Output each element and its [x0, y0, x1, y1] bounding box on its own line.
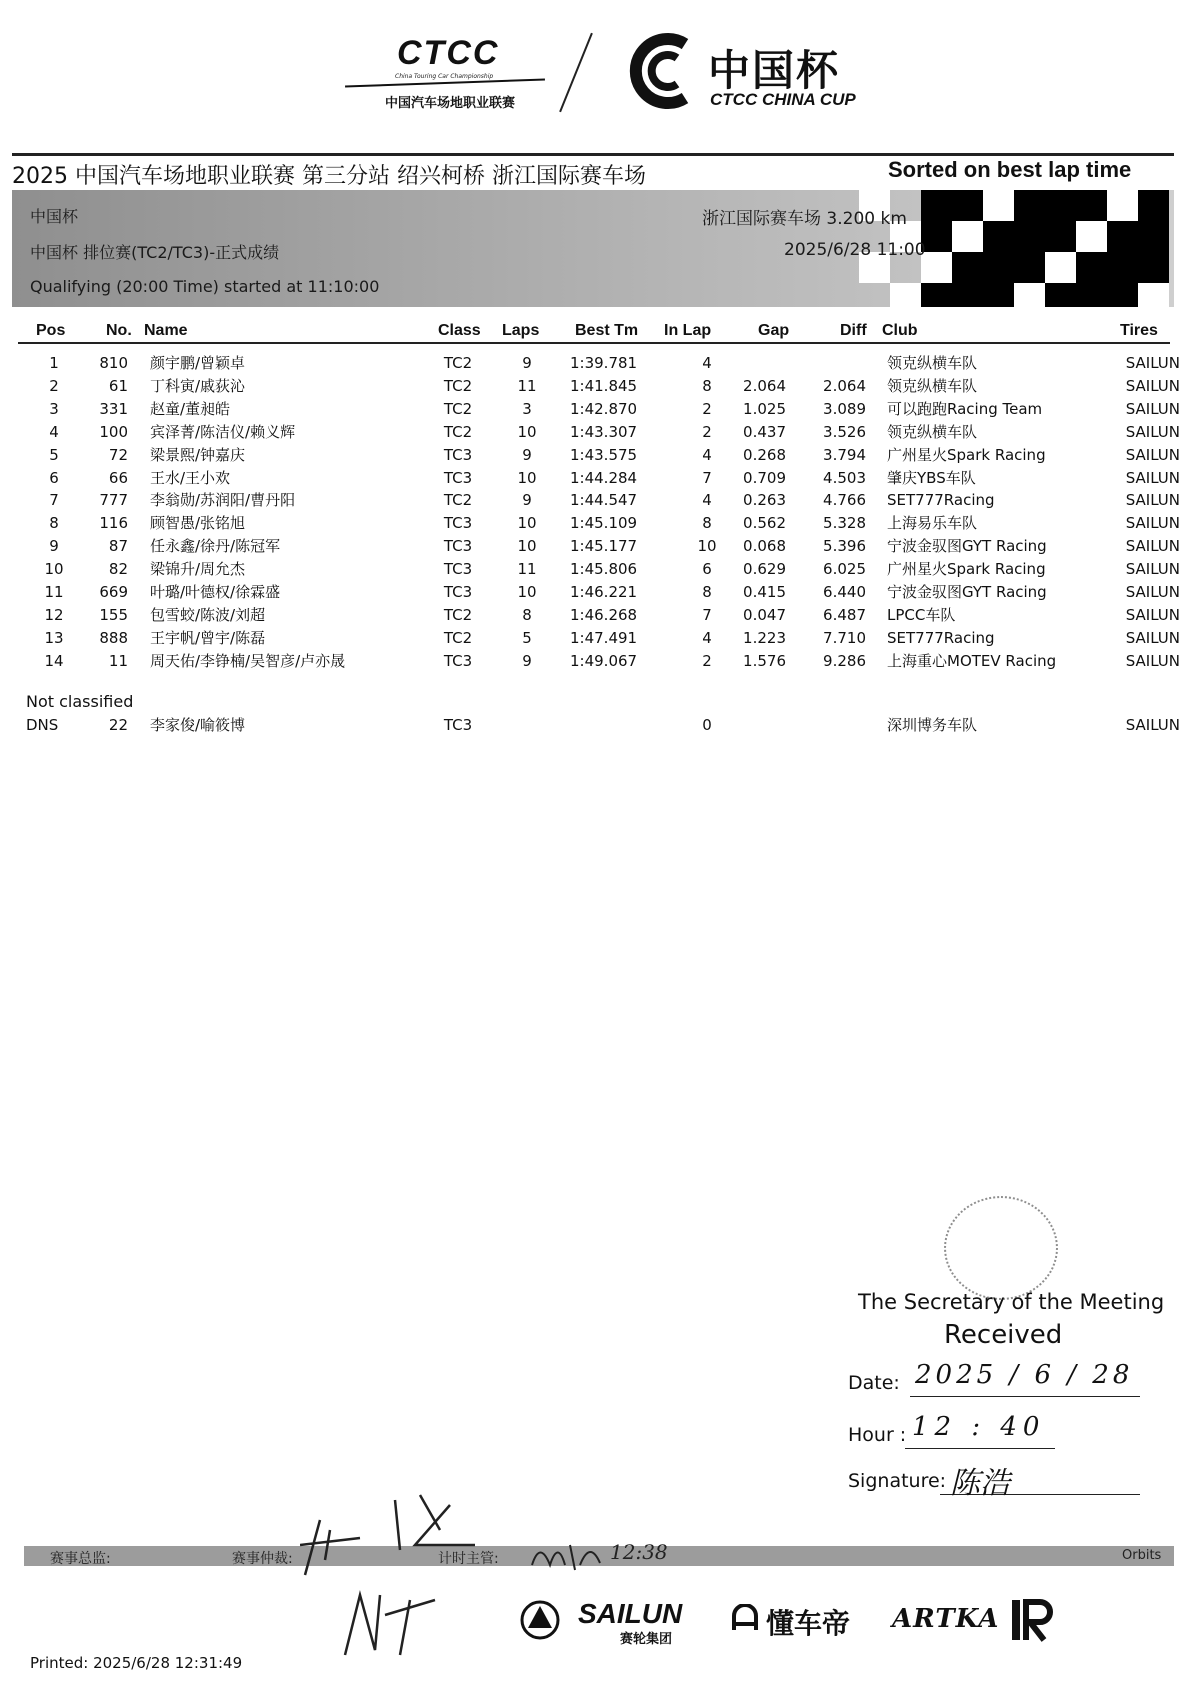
cell-club: 领克纵横车队 [887, 354, 978, 372]
cell-tires: SAILUN [1125, 399, 1180, 418]
cell-best: 1:45.109 [570, 514, 638, 533]
cell-pos: 7 [49, 491, 59, 510]
date-underline [910, 1396, 1140, 1397]
cell-class: TC2 [443, 605, 473, 624]
checker-square [1107, 190, 1138, 221]
cell-diff: 4.503 [823, 468, 866, 487]
cell-laps: 9 [522, 491, 532, 510]
table-row [0, 398, 1190, 420]
cell-diff: 7.710 [823, 628, 866, 647]
timekeeper-signature-scrawl [530, 1535, 690, 1575]
series-name: 中国杯 [30, 207, 79, 226]
cell-diff: 6.025 [823, 560, 866, 579]
cell-no: 100 [99, 422, 128, 441]
cell-tires: SAILUN [1125, 376, 1180, 395]
hour-label: Hour : [848, 1424, 907, 1446]
cell-no: 888 [99, 628, 128, 647]
cell-diff: 6.487 [823, 605, 866, 624]
checker-square [921, 190, 952, 221]
cell-inlap: 0 [702, 716, 712, 734]
cell-inlap: 8 [702, 514, 712, 533]
footer-clerk-label: 赛事总监: [50, 1551, 111, 1567]
cell-inlap: 6 [702, 560, 712, 579]
ctcc-wordmark: CTCC [397, 34, 500, 72]
table-row [0, 444, 1190, 466]
table-row-dns [0, 714, 1190, 736]
cell-name: 梁锦升/周允杰 [150, 560, 246, 579]
clerk-signature-scrawl [340, 1585, 440, 1660]
hour-value: 12 : 40 [912, 1412, 1046, 1442]
cell-no: 331 [99, 399, 128, 418]
cell-laps: 5 [522, 628, 532, 647]
checker-square [1076, 252, 1107, 283]
cell-laps: 10 [517, 537, 537, 556]
ctcc-logo [345, 30, 545, 115]
cell-tires: SAILUN [1125, 354, 1180, 372]
cell-class: TC3 [443, 583, 473, 601]
col-class: Class [438, 322, 481, 339]
timekeeper-signature: 12:38 [610, 1540, 668, 1564]
cell-club: 领克纵横车队 [887, 422, 978, 441]
secretary-label: The Secretary of the Meeting [858, 1290, 1165, 1314]
table-row [0, 352, 1190, 374]
header-rule [12, 153, 1174, 156]
table-row [0, 604, 1190, 626]
cell-name: 王宇帆/曾宇/陈磊 [150, 628, 266, 647]
cell-pos: DNS [26, 716, 59, 734]
cell-tires: SAILUN [1125, 491, 1180, 510]
checker-square [952, 252, 983, 283]
cell-pos: 5 [49, 445, 59, 464]
col-no: No. [106, 322, 132, 339]
cell-no: 82 [108, 560, 128, 579]
col-gap: Gap [758, 322, 790, 339]
cell-inlap: 7 [702, 605, 712, 624]
cell-club: 领克纵横车队 [887, 376, 978, 395]
cell-pos: 2 [49, 376, 59, 395]
cell-laps: 10 [517, 583, 537, 601]
cell-class: TC2 [443, 376, 473, 395]
camp-emblem-icon [520, 1598, 560, 1642]
steward-signature-scrawl [300, 1490, 500, 1580]
table-row [0, 627, 1190, 649]
cell-diff: 2.064 [823, 376, 866, 395]
checker-square [983, 283, 1014, 307]
cell-gap: 0.629 [743, 560, 786, 579]
cell-inlap: 10 [697, 537, 717, 556]
cell-best: 1:44.547 [570, 491, 638, 510]
checker-square [1014, 283, 1045, 307]
checker-square [1076, 221, 1107, 252]
cell-tires: SAILUN [1125, 445, 1180, 464]
cell-gap: 0.068 [743, 537, 786, 556]
cell-pos: 3 [49, 399, 59, 418]
checker-square [1138, 283, 1169, 307]
cell-diff: 3.089 [823, 399, 866, 418]
china-cup-english: CTCC CHINA CUP [710, 90, 856, 109]
cell-name: 颜宇鹏/曾颖卓 [150, 354, 246, 372]
checker-square [766, 283, 797, 307]
cell-best: 1:46.268 [570, 605, 638, 624]
qualifying-info: Qualifying (20:00 Time) started at 11:10:00 [30, 277, 380, 296]
checker-square [890, 283, 921, 307]
checker-square [1138, 252, 1169, 283]
cell-club: 上海易乐车队 [887, 514, 978, 533]
sponsor-sailun: SAILUN [578, 1598, 683, 1629]
table-row [0, 375, 1190, 397]
cell-laps: 9 [522, 651, 532, 670]
cell-class: TC3 [443, 445, 473, 464]
cell-inlap: 4 [702, 354, 712, 372]
cell-pos: 14 [44, 651, 64, 670]
cell-name: 丁科寅/戚荻沁 [150, 376, 246, 395]
checker-square [1107, 283, 1138, 307]
cell-best: 1:43.575 [570, 445, 638, 464]
cell-no: 810 [99, 354, 128, 372]
cell-diff: 5.328 [823, 514, 866, 533]
cell-no: 61 [108, 376, 128, 395]
checker-square [1138, 221, 1169, 252]
cell-no: 22 [108, 716, 128, 734]
checker-square [1014, 252, 1045, 283]
signature-value: 陈浩 [950, 1466, 1010, 1501]
cell-class: TC3 [443, 468, 473, 487]
cell-laps: 10 [517, 422, 537, 441]
not-classified-label: Not classified [26, 692, 134, 711]
cell-club: 可以跑跑Racing Team [887, 399, 1043, 418]
col-tires: Tires [1120, 322, 1158, 339]
cell-gap: 0.263 [743, 491, 786, 510]
cell-inlap: 8 [702, 583, 712, 601]
table-row [0, 558, 1190, 580]
checker-square [1045, 190, 1076, 221]
cell-inlap: 2 [702, 651, 712, 670]
checker-square [1107, 221, 1138, 252]
checker-square [1014, 221, 1045, 252]
cell-gap: 0.268 [743, 445, 786, 464]
checker-square [1076, 190, 1107, 221]
cell-tires: SAILUN [1125, 628, 1180, 647]
checker-square [952, 190, 983, 221]
checker-square [983, 190, 1014, 221]
table-row [0, 650, 1190, 672]
cell-club: LPCC车队 [887, 605, 956, 624]
cell-inlap: 4 [702, 445, 712, 464]
cell-class: TC3 [443, 651, 473, 670]
cell-inlap: 2 [702, 399, 712, 418]
cell-name: 周天佑/李铮楠/吴智彦/卢亦晟 [150, 651, 346, 670]
checker-square [921, 252, 952, 283]
checker-square [1138, 190, 1169, 221]
cell-no: 116 [99, 514, 128, 533]
cell-pos: 13 [44, 628, 64, 647]
cell-tires: SAILUN [1125, 537, 1180, 556]
col-diff: Diff [840, 322, 867, 339]
checker-square [952, 283, 983, 307]
cell-gap: 0.709 [743, 468, 786, 487]
cell-inlap: 7 [702, 468, 712, 487]
cell-class: TC3 [443, 716, 473, 734]
cell-diff: 3.794 [823, 445, 866, 464]
cell-laps: 11 [517, 376, 537, 395]
official-seal [944, 1196, 1058, 1300]
cell-class: TC2 [443, 628, 473, 647]
event-title: 2025 中国汽车场地职业联赛 第三分站 绍兴柯桥 浙江国际赛车场 [12, 164, 646, 189]
circuit-info: 浙江国际赛车场 3.200 km [702, 209, 907, 229]
cell-laps: 3 [522, 399, 532, 418]
col-pos: Pos [36, 322, 66, 339]
cell-club: 深圳博务车队 [887, 716, 978, 734]
r-brand-logo-icon [1012, 1598, 1058, 1642]
cell-best: 1:45.806 [570, 560, 638, 579]
cell-pos: 4 [49, 422, 59, 441]
cell-best: 1:39.781 [570, 354, 638, 372]
col-best: Best Tm [575, 322, 639, 339]
cell-club: 上海重心MOTEV Racing [887, 651, 1057, 670]
date-label: Date: [848, 1372, 900, 1394]
ctcc-tagline: China Touring Car Championship [395, 73, 494, 80]
cell-name: 宾泽菁/陈洁仪/赖义辉 [150, 422, 296, 441]
col-inlap: In Lap [664, 322, 712, 339]
cell-gap: 1.223 [743, 628, 786, 647]
cell-best: 1:47.491 [570, 628, 638, 647]
date-value: 2025 / 6 / 28 [915, 1360, 1134, 1390]
cell-name: 叶璐/叶德权/徐霖盛 [150, 583, 281, 601]
cell-club: 宁波金驭图GYT Racing [887, 583, 1047, 601]
table-row [0, 581, 1190, 603]
table-row [0, 512, 1190, 534]
col-laps: Laps [502, 322, 540, 339]
sort-label: Sorted on best lap time [888, 157, 1132, 182]
cell-laps: 10 [517, 514, 537, 533]
sponsor-bar [520, 1598, 1080, 1646]
cell-inlap: 4 [702, 491, 712, 510]
cell-diff: 3.526 [823, 422, 866, 441]
cell-laps: 10 [517, 468, 537, 487]
ctcc-chinese-name: 中国汽车场地职业联赛 [385, 96, 516, 111]
session-datetime: 2025/6/28 11:00 [784, 240, 926, 260]
footer-steward-label: 赛事仲裁: [232, 1551, 293, 1567]
col-club: Club [882, 322, 918, 339]
cell-pos: 6 [49, 468, 59, 487]
sponsor-dongchedi: 懂车帝 [766, 1607, 851, 1640]
cell-tires: SAILUN [1125, 422, 1180, 441]
cell-gap: 1.025 [743, 399, 786, 418]
cell-gap: 1.576 [743, 651, 786, 670]
cell-class: TC2 [443, 422, 473, 441]
cell-best: 1:49.067 [570, 651, 638, 670]
cell-pos: 12 [44, 605, 64, 624]
cell-class: TC2 [443, 491, 473, 510]
cell-tires: SAILUN [1125, 583, 1180, 601]
sponsor-sailun-group: 赛轮集团 [620, 1632, 673, 1647]
cell-tires: SAILUN [1125, 651, 1180, 670]
cell-laps: 9 [522, 445, 532, 464]
cell-laps: 9 [522, 354, 532, 372]
cell-gap: 0.415 [743, 583, 786, 601]
checker-square [952, 221, 983, 252]
logo-divider [559, 33, 593, 113]
china-cup-c-icon [625, 30, 703, 112]
checker-square [1045, 221, 1076, 252]
cell-name: 梁景熙/钟嘉庆 [150, 445, 246, 464]
cell-no: 669 [99, 583, 128, 601]
cell-class: TC2 [443, 399, 473, 418]
cell-club: 肇庆YBS车队 [887, 468, 976, 487]
checker-square [1045, 283, 1076, 307]
china-cup-chinese: 中国杯 [708, 46, 841, 95]
cell-no: 11 [108, 651, 128, 670]
checker-square [921, 221, 952, 252]
cell-pos: 8 [49, 514, 59, 533]
checker-square [1014, 190, 1045, 221]
cell-club: 广州星火Spark Racing [887, 445, 1046, 464]
cell-name: 包雪蛟/陈波/刘超 [150, 605, 266, 624]
checker-square [983, 221, 1014, 252]
cell-tires: SAILUN [1125, 560, 1180, 579]
cell-gap: 0.437 [743, 422, 786, 441]
cell-class: TC2 [443, 354, 473, 372]
cell-club: SET777Racing [887, 491, 995, 510]
printed-timestamp: Printed: 2025/6/28 12:31:49 [30, 1654, 243, 1672]
cell-diff: 6.440 [823, 583, 866, 601]
cell-best: 1:44.284 [570, 468, 638, 487]
sponsor-artka: ARTKA [892, 1604, 1000, 1634]
cell-tires: SAILUN [1125, 605, 1180, 624]
cell-club: 宁波金驭图GYT Racing [887, 537, 1047, 556]
received-label: Received [944, 1320, 1063, 1350]
cell-gap: 0.047 [743, 605, 786, 624]
cell-name: 李家俊/喻筱博 [150, 716, 246, 734]
cell-class: TC3 [443, 560, 473, 579]
cell-best: 1:41.845 [570, 376, 638, 395]
cell-no: 66 [108, 468, 128, 487]
cell-laps: 8 [522, 605, 532, 624]
col-name: Name [144, 322, 188, 339]
cell-best: 1:42.870 [570, 399, 638, 418]
table-row [0, 421, 1190, 443]
hour-underline [905, 1448, 1055, 1449]
cell-no: 777 [99, 491, 128, 510]
session-name: 中国杯 排位赛(TC2/TC3)-正式成绩 [30, 243, 280, 262]
checker-square [921, 283, 952, 307]
table-row [0, 467, 1190, 489]
china-cup-logo [625, 30, 865, 115]
cell-no: 155 [99, 605, 128, 624]
checker-square [983, 252, 1014, 283]
cell-tires: SAILUN [1125, 716, 1180, 734]
cell-best: 1:46.221 [570, 583, 638, 601]
cell-best: 1:45.177 [570, 537, 638, 556]
footer-vendor: Orbits [1122, 1548, 1162, 1563]
session-banner [12, 190, 1174, 307]
cell-pos: 10 [44, 560, 64, 579]
checker-square [1045, 252, 1076, 283]
checker-square [1076, 283, 1107, 307]
table-row [0, 489, 1190, 511]
cell-class: TC3 [443, 537, 473, 556]
cell-laps: 11 [517, 560, 537, 579]
table-rule [18, 342, 1170, 344]
cell-club: 广州星火Spark Racing [887, 560, 1046, 579]
cell-name: 赵童/董昶皓 [150, 399, 231, 418]
cell-best: 1:43.307 [570, 422, 638, 441]
cell-gap: 0.562 [743, 514, 786, 533]
footer-timekeeper-label: 计时主管: [438, 1551, 499, 1567]
cell-pos: 9 [49, 537, 59, 556]
cell-pos: 11 [44, 583, 64, 601]
table-row [0, 535, 1190, 557]
cell-class: TC3 [443, 514, 473, 533]
cell-no: 72 [108, 445, 128, 464]
cell-tires: SAILUN [1125, 514, 1180, 533]
cell-no: 87 [108, 537, 128, 556]
signature-label: Signature: [848, 1470, 947, 1492]
cell-gap: 2.064 [743, 376, 786, 395]
dongchedi-icon [730, 1604, 760, 1634]
cell-name: 王水/王小欢 [150, 468, 231, 487]
cell-pos: 1 [49, 354, 59, 372]
cell-inlap: 2 [702, 422, 712, 441]
cell-tires: SAILUN [1125, 468, 1180, 487]
cell-name: 李翁勋/苏润阳/曹丹阳 [150, 491, 296, 510]
cell-club: SET777Racing [887, 628, 995, 647]
cell-inlap: 4 [702, 628, 712, 647]
cell-name: 任永鑫/徐丹/陈冠军 [150, 537, 281, 556]
cell-name: 顾智愚/张铭旭 [150, 514, 246, 533]
cell-diff: 5.396 [823, 537, 866, 556]
cell-diff: 4.766 [823, 491, 866, 510]
checker-square [828, 283, 859, 307]
checker-square [1107, 252, 1138, 283]
cell-inlap: 8 [702, 376, 712, 395]
cell-diff: 9.286 [823, 651, 866, 670]
